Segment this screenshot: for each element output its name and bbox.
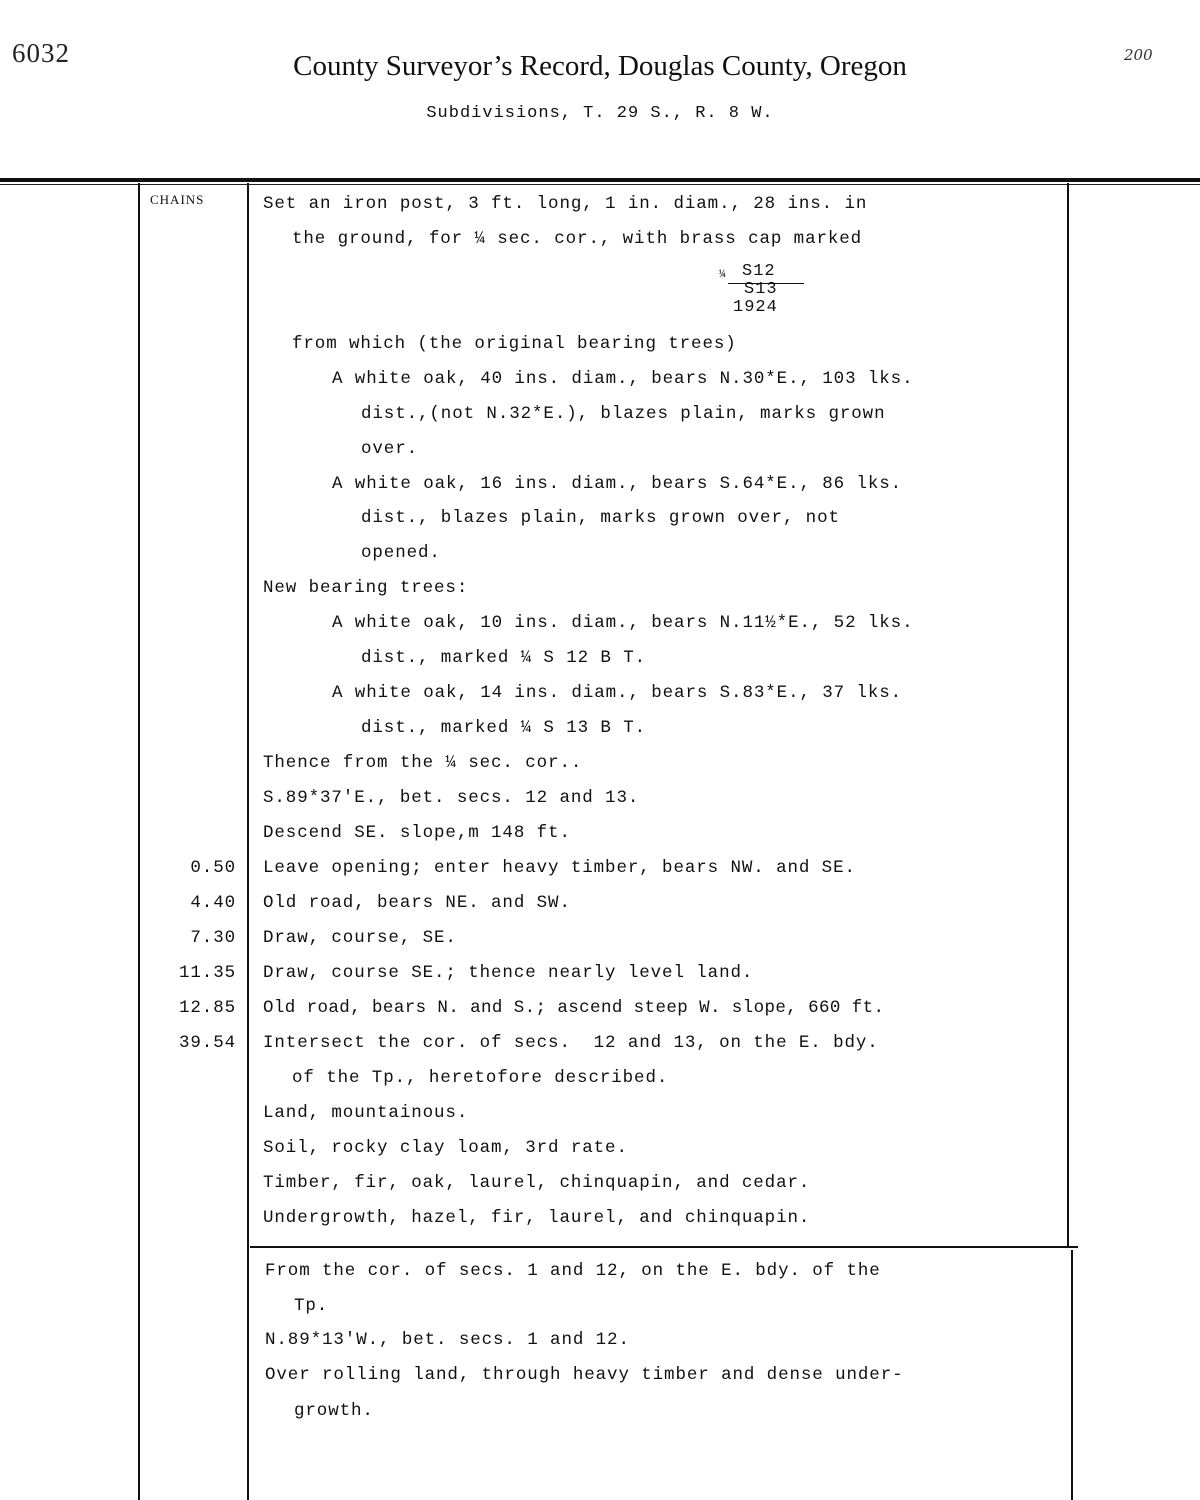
note-line: over. [361, 439, 419, 459]
cap-marking-year: 1924 [733, 298, 778, 317]
note-line: Old road, bears N. and S.; ascend steep W. slope, 660 ft. [263, 998, 885, 1018]
note-line: A white oak, 14 ins. diam., bears S.83*E., 37 lks. [332, 683, 903, 703]
section-divider [250, 1246, 1078, 1248]
note-line: Set an iron post, 3 ft. long, 1 in. diam., 28 ins. in [263, 194, 868, 214]
note-line: dist., marked ¼ S 13 B T. [361, 718, 647, 738]
chain-distance: 7.30 [190, 928, 236, 948]
note-line: New bearing trees: [263, 578, 469, 598]
column-line-right [1067, 183, 1069, 1248]
note-line: N.89*13'W., bet. secs. 1 and 12. [265, 1330, 630, 1350]
note-line: Land, mountainous. [263, 1103, 469, 1123]
cap-marking-bottom: S13 [744, 280, 778, 299]
note-line: the ground, for ¼ sec. cor., with brass cap marked [292, 229, 863, 249]
note-line: dist., blazes plain, marks grown over, not [361, 508, 840, 528]
top-rule-thin [0, 184, 1200, 185]
page-number: 6032 [12, 38, 70, 68]
note-line: of the Tp., heretofore described. [292, 1068, 669, 1088]
note-line: from which (the original bearing trees) [292, 334, 737, 354]
note-line: Old road, bears NE. and SW. [263, 893, 571, 913]
chains-column-header: CHAINS [150, 192, 205, 207]
page-title: County Surveyor’s Record, Douglas County, Oregon [293, 50, 907, 82]
note-line: Soil, rocky clay loam, 3rd rate. [263, 1138, 628, 1158]
note-line: dist., marked ¼ S 12 B T. [361, 648, 647, 668]
note-line: A white oak, 40 ins. diam., bears N.30*E., 103 lks. [332, 369, 914, 389]
note-line: Leave opening; enter heavy timber, bears NW. and SE. [263, 858, 856, 878]
note-line: Undergrowth, hazel, fir, laurel, and chinquapin. [263, 1208, 811, 1228]
column-line-left [138, 183, 140, 1500]
note-line: A white oak, 10 ins. diam., bears N.11½*E., 52 lks. [332, 613, 914, 633]
note-line: Draw, course SE.; thence nearly level land. [263, 963, 754, 983]
note-line: From the cor. of secs. 1 and 12, on the E. bdy. of the [265, 1261, 881, 1281]
chain-distance: 4.40 [190, 893, 236, 913]
note-line: Timber, fir, oak, laurel, chinquapin, and cedar. [263, 1173, 811, 1193]
column-line-right-lower [1071, 1250, 1073, 1500]
note-line: Over rolling land, through heavy timber and dense under- [265, 1365, 904, 1385]
note-line: growth. [294, 1401, 374, 1421]
note-line: Draw, course, SE. [263, 928, 457, 948]
column-line-middle [247, 183, 249, 1500]
note-line: dist.,(not N.32*E.), blazes plain, marks grown [361, 404, 886, 424]
note-line: Descend SE. slope,m 148 ft. [263, 823, 571, 843]
chain-distance: 0.50 [190, 858, 236, 878]
note-line: Thence from the ¼ sec. cor.. [263, 753, 583, 773]
handwritten-page-number: 200 [1124, 46, 1153, 64]
cap-fraction: ¼ [719, 269, 726, 281]
note-line: Tp. [294, 1296, 329, 1316]
chain-distance: 12.85 [178, 998, 236, 1018]
note-line: opened. [361, 543, 441, 563]
top-rule-thick [0, 178, 1200, 182]
page-subtitle: Subdivisions, T. 29 S., R. 8 W. [426, 104, 774, 123]
cap-marking-top: S12 [742, 262, 776, 281]
chain-distance: 11.35 [178, 963, 236, 983]
note-line: Intersect the cor. of secs. 12 and 13, on the E. bdy. [263, 1033, 879, 1053]
chain-distance: 39.54 [178, 1033, 236, 1053]
note-line: A white oak, 16 ins. diam., bears S.64*E., 86 lks. [332, 474, 903, 494]
note-line: S.89*37'E., bet. secs. 12 and 13. [263, 788, 640, 808]
